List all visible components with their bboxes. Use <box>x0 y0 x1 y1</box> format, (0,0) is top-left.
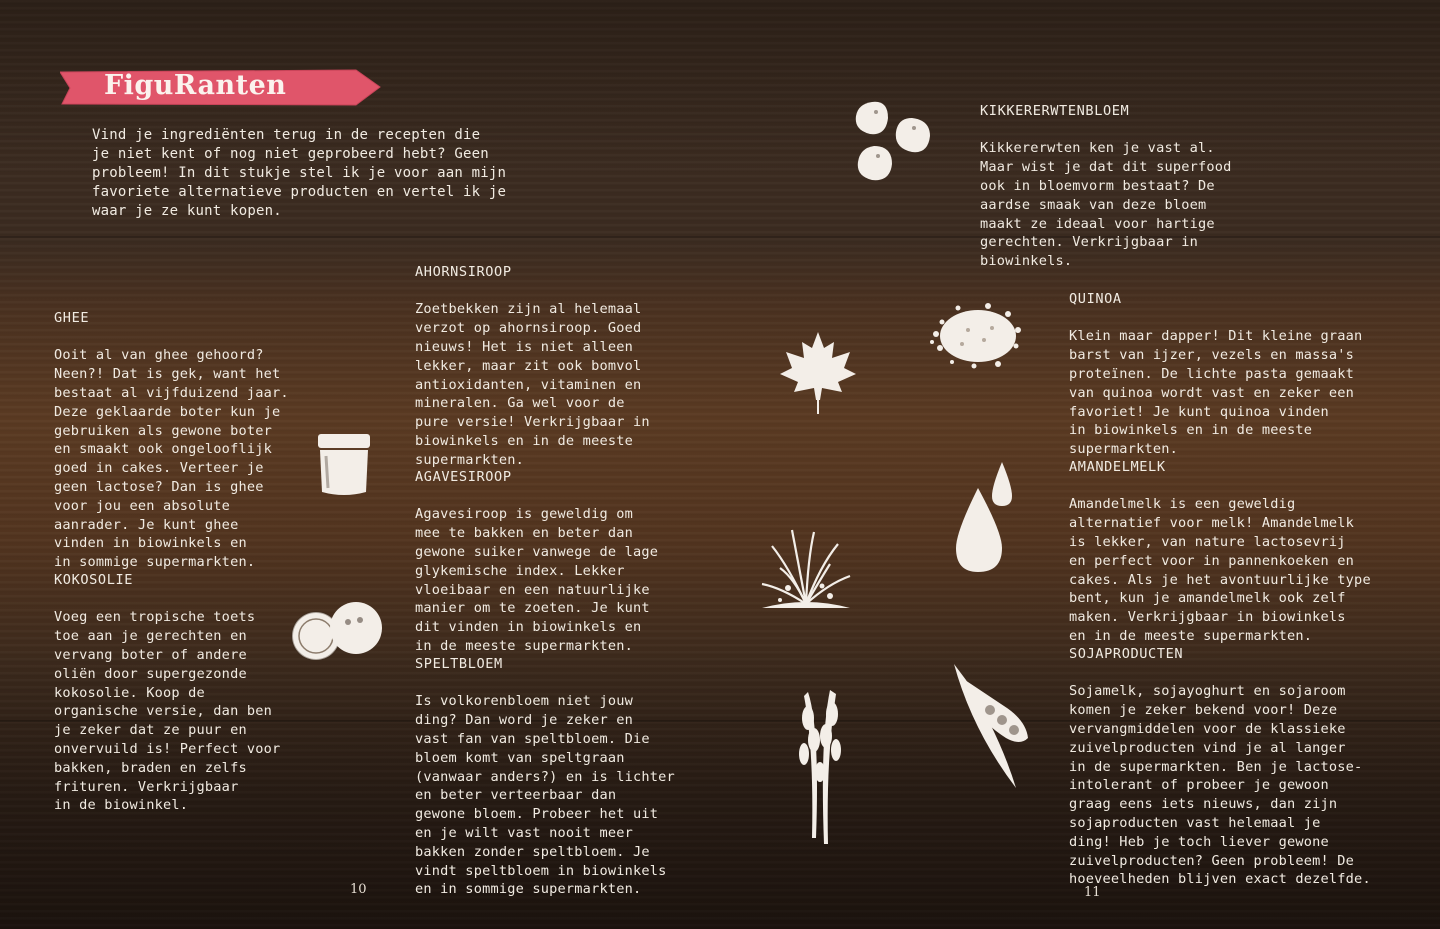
section-sojaproducten <box>1069 626 1414 908</box>
section-kokosolie <box>54 552 304 834</box>
jar-icon <box>314 432 374 498</box>
section-body: Is volkorenbloem niet jouw ding? Dan word je zeker en vast fan van speltbloem. Die bloem komt van speltgraan (vanwaar anders?) en is lichter en beter verteerbaar dan gewone bloem. Probeer het uit en je wilt vast nooit meer bakken zonder speltbloem. Je vindt speltbloem in biowinkels en in sommige supermarkten. <box>415 693 675 898</box>
section-body: Sojamelk, sojayoghurt en sojaroom komen je zeker bekend voor! Deze vervangmiddelen voor de klassieke zuivelproducten vind je al langer in de supermarkten. Ben je lactose- intolerant of probeer je gewoon graag eens iets nieuws, dan zijn sojaproducten vast helemaal je ding! Heb je toch liever gewone zuivelproducten? Geen probleem! De hoeveelheden blijven exact dezelfde. <box>1069 683 1371 888</box>
section-speltbloem <box>415 636 695 918</box>
section-kikkererwtenbloem <box>980 83 1270 290</box>
quinoa-grains-icon <box>928 300 1026 370</box>
section-ghee <box>54 290 304 591</box>
section-heading: AMANDELMELK <box>1069 458 1166 475</box>
soybean-pod-icon <box>946 660 1032 794</box>
page-number-left: 10 <box>350 882 367 897</box>
section-heading: KOKOSOLIE <box>54 571 134 588</box>
page-title: FiguRanten <box>104 70 287 101</box>
title-banner <box>60 68 382 106</box>
maple-leaf-icon <box>778 330 858 416</box>
section-body: Agavesiroop is geweldig om mee te bakken en beter dan gewone suiker vanwege de lage glykemische index. Lekker vloeibaar en een natuurlijke manier om te zoeten. Je kunt dit vinden in biowinkels en in de meeste supermarkten. <box>415 506 659 654</box>
intro-text: Vind je ingrediënten terug in de recepten die je niet kent of nog niet geprobeerd hebt? Geen probleem! In dit stukje stel ik je voor aan mijn favoriete alternatieve producten en vertel ik je waar je ze kunt kopen. <box>92 127 507 219</box>
agave-plant-icon <box>758 526 854 612</box>
section-heading: KIKKERERWTENBLOEM <box>980 102 1130 119</box>
section-heading: SPELTBLOEM <box>415 655 503 672</box>
section-heading: AGAVESIROOP <box>415 468 512 485</box>
section-heading: SOJAPRODUCTEN <box>1069 645 1184 662</box>
section-body: Amandelmelk is een geweldig alternatief voor melk! Amandelmelk is lekker, van nature lactosevrij en perfect voor in pannenkoeken en cakes. Als je het avontuurlijke type bent, kun je amandelmelk ook zelf maken. Verkrijgbaar in biowinkels en in de meeste supermarkten. <box>1069 496 1371 644</box>
section-heading: QUINOA <box>1069 290 1122 307</box>
section-body: Klein maar dapper! Dit kleine graan barst van ijzer, vezels en massa's proteïnen. De lichte pasta gemaakt van quinoa wordt vast en zeker een favoriet! Je kunt quinoa vinden in biowinkels en in de meeste supermarkten. <box>1069 328 1363 458</box>
chickpeas-icon <box>852 98 936 190</box>
section-heading: GHEE <box>54 309 90 326</box>
droplets-icon <box>954 460 1018 576</box>
section-heading: AHORNSIROOP <box>415 263 512 280</box>
wheat-icon <box>790 688 852 848</box>
page-number-right: 11 <box>1084 885 1101 900</box>
section-body: Zoetbekken zijn al helemaal verzot op ahornsiroop. Goed nieuws! Het is niet alleen lekker, maar zit ook bomvol antioxidanten, vitaminen en mineralen. Ga wel voor de pure versie! Verkrijgbaar in biowinkels en in de meeste supermarkten. <box>415 301 650 468</box>
section-body: Voeg een tropische toets toe aan je gerechten en vervang boter of andere oliën door supergezonde kokosolie. Koop de organische versie, dan ben je zeker dat ze puur en onvervuild is! Perfect voor bakken, braden en zelfs frituren. Verkrijgbaar in de biowinkel. <box>54 609 281 814</box>
section-body: Ooit al van ghee gehoord? Neen?! Dat is gek, want het bestaat al vijfduizend jaar. Deze geklaarde boter kun je gebruiken als gewone boter en smaakt ook ongelooflijk goed in cakes. Verteer je geen lactose? Dan is ghee voor jou een absolute aanrader. Je kunt ghee vinden in biowinkels en in sommige supermarkten. <box>54 347 289 571</box>
coconut-icon <box>290 600 385 664</box>
section-body: Kikkererwten ken je vast al. Maar wist je dat dit superfood ook in bloemvorm bestaat? De aardse smaak van deze bloem maakt ze ideaal voor hartige gerechten. Verkrijgbaar in biowinkels. <box>980 140 1232 270</box>
